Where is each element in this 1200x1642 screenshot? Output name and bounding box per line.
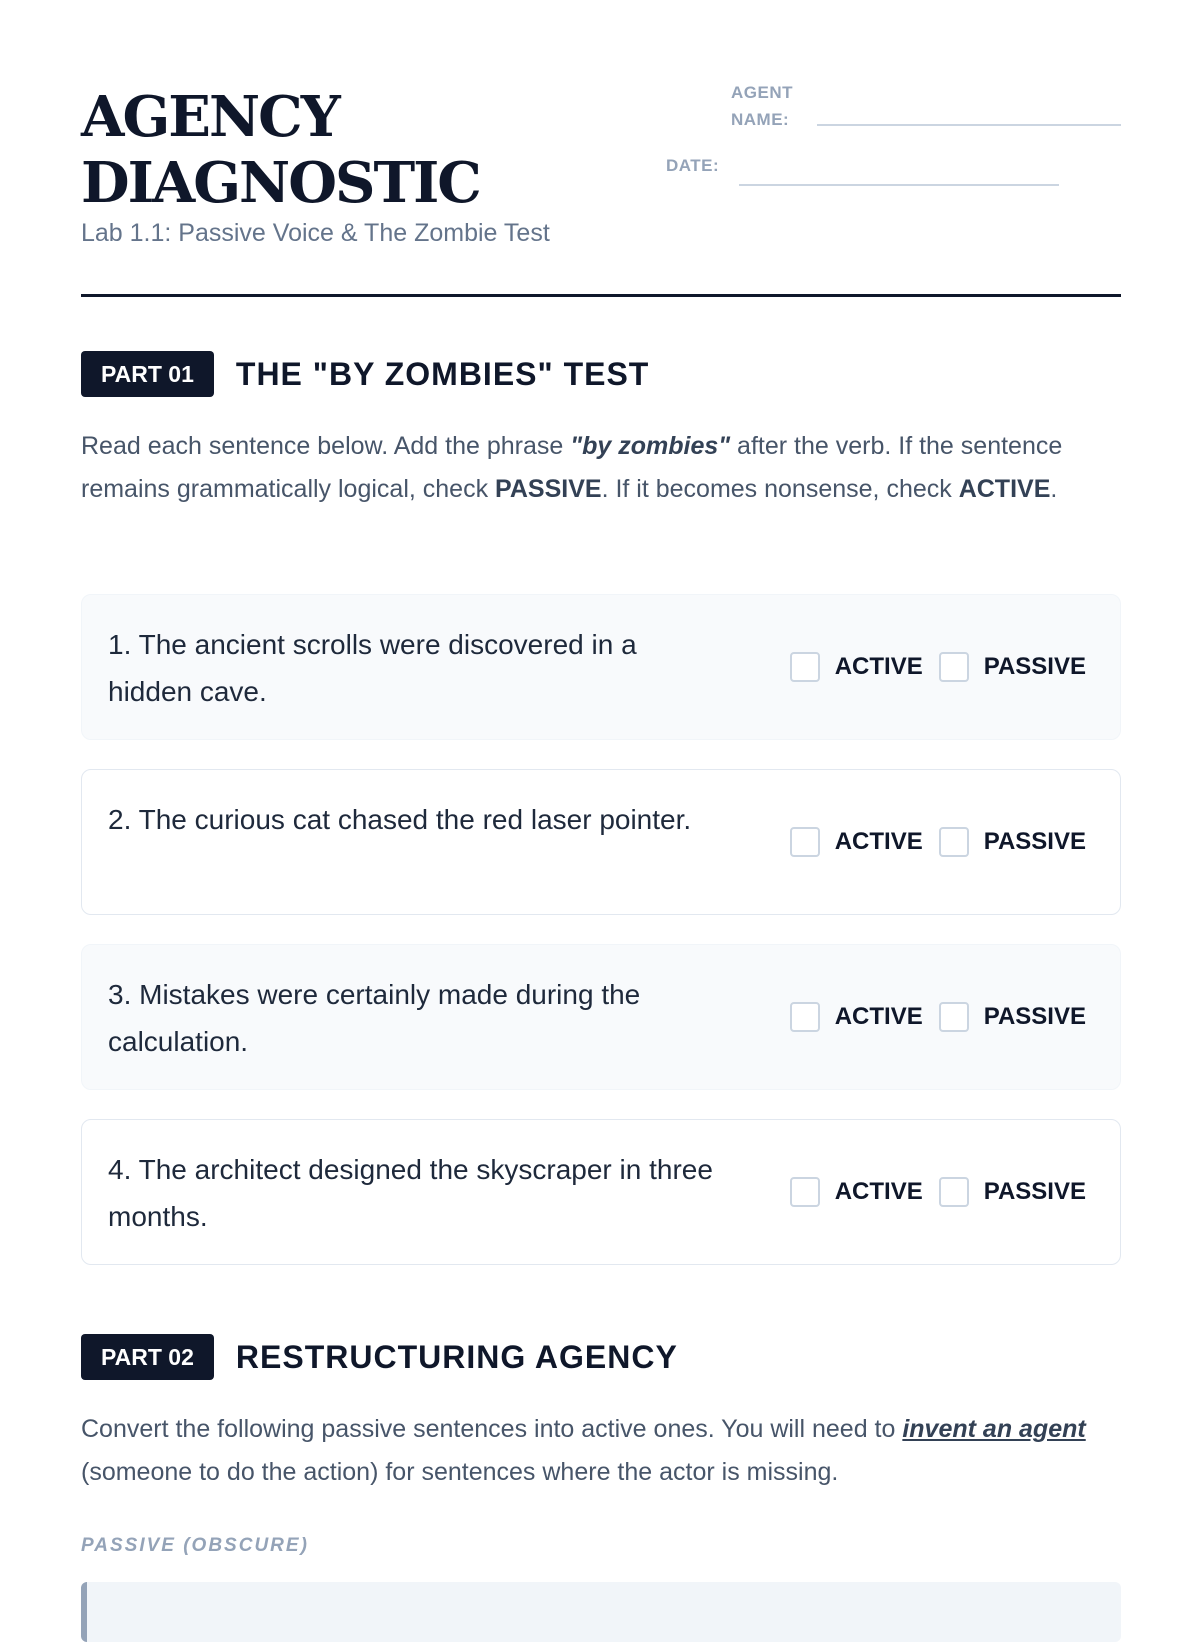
part2-heading	[81, 1334, 678, 1380]
question-card-4	[81, 1119, 1121, 1265]
question-text-2: 2. The curious cat chased the red laser pointer.	[108, 804, 692, 835]
agent-name-field[interactable]	[817, 124, 1121, 126]
part1-instr-text-4: .	[1050, 475, 1058, 503]
question-options-1	[774, 652, 1086, 682]
part2-instr-text-2: (someone to do the action) for sentences where the actor is missing.	[81, 1458, 839, 1486]
q4-active-option[interactable]	[790, 1177, 923, 1207]
question-text-3: 3. Mistakes were certainly made during the calculation.	[108, 979, 641, 1057]
agent-name-label	[731, 79, 793, 133]
title-line-1: AGENCY	[81, 84, 339, 150]
q3-passive-option[interactable]	[939, 1002, 1086, 1032]
part2-instr-emphasis: invent an agent	[902, 1415, 1086, 1443]
q3-active-checkbox[interactable]	[790, 1002, 820, 1032]
date-field[interactable]	[739, 184, 1059, 186]
part2-badge: PART 02	[81, 1334, 214, 1380]
q2-active-checkbox[interactable]	[790, 827, 820, 857]
question-card-2	[81, 769, 1121, 915]
q2-passive-label: PASSIVE	[983, 828, 1086, 855]
header-divider	[81, 294, 1121, 297]
q1-active-option[interactable]	[790, 652, 923, 682]
part2-instr-text-1: Convert the following passive sentences into active ones. You will need to	[81, 1415, 903, 1443]
part1-heading	[81, 351, 649, 397]
q4-passive-checkbox[interactable]	[939, 1177, 969, 1207]
worksheet-header	[81, 0, 1121, 296]
date-label: DATE:	[666, 156, 720, 175]
part1-instr-text-2: after the verb. If the sentence remains grammatically logical, check	[81, 432, 1063, 503]
q1-passive-checkbox[interactable]	[939, 652, 969, 682]
part1-instructions	[81, 425, 1121, 511]
q1-active-checkbox[interactable]	[790, 652, 820, 682]
title-line-2: DIAGNOSTIC	[81, 150, 480, 216]
q4-passive-option[interactable]	[939, 1177, 1086, 1207]
q1-passive-label: PASSIVE	[983, 653, 1086, 680]
part1-title: THE "BY ZOMBIES" TEST	[235, 355, 650, 392]
passive-sentence-box	[81, 1582, 1121, 1642]
q1-passive-option[interactable]	[939, 652, 1086, 682]
q4-passive-label: PASSIVE	[983, 1178, 1086, 1205]
page-title	[81, 84, 480, 216]
question-card-3	[81, 944, 1121, 1090]
part1-badge: PART 01	[81, 351, 214, 397]
question-options-2	[774, 827, 1086, 857]
part2-title: RESTRUCTURING AGENCY	[235, 1338, 678, 1375]
agent-label-line-2: NAME:	[731, 110, 790, 129]
part1-instr-text-3: . If it becomes nonsense, check	[601, 475, 959, 503]
q3-passive-checkbox[interactable]	[939, 1002, 969, 1032]
part1-instr-active: ACTIVE	[958, 475, 1051, 503]
q3-active-label: ACTIVE	[834, 1003, 923, 1030]
question-options-4	[774, 1177, 1086, 1207]
q4-active-checkbox[interactable]	[790, 1177, 820, 1207]
q1-active-label: ACTIVE	[834, 653, 923, 680]
page-subtitle: Lab 1.1: Passive Voice & The Zombie Test	[81, 219, 550, 247]
part1-instr-text-1: Read each sentence below. Add the phrase	[81, 432, 571, 460]
q2-passive-option[interactable]	[939, 827, 1086, 857]
passive-obscure-label: PASSIVE (OBSCURE)	[81, 1535, 309, 1556]
q2-passive-checkbox[interactable]	[939, 827, 969, 857]
q4-active-label: ACTIVE	[834, 1178, 923, 1205]
q3-passive-label: PASSIVE	[983, 1003, 1086, 1030]
q2-active-option[interactable]	[790, 827, 923, 857]
question-text-1: 1. The ancient scrolls were discovered in a hidden cave.	[108, 629, 637, 707]
q3-active-option[interactable]	[790, 1002, 923, 1032]
part1-instr-passive: PASSIVE	[495, 475, 602, 503]
question-card-1	[81, 594, 1121, 740]
question-options-3	[774, 1002, 1086, 1032]
part2-instructions	[81, 1408, 1121, 1494]
q2-active-label: ACTIVE	[834, 828, 923, 855]
agent-label-line-1: AGENT	[731, 83, 793, 102]
part1-instr-emphasis: "by zombies"	[570, 432, 731, 460]
worksheet-page	[81, 0, 1121, 1556]
question-text-4: 4. The architect designed the skyscraper in three months.	[108, 1154, 713, 1232]
